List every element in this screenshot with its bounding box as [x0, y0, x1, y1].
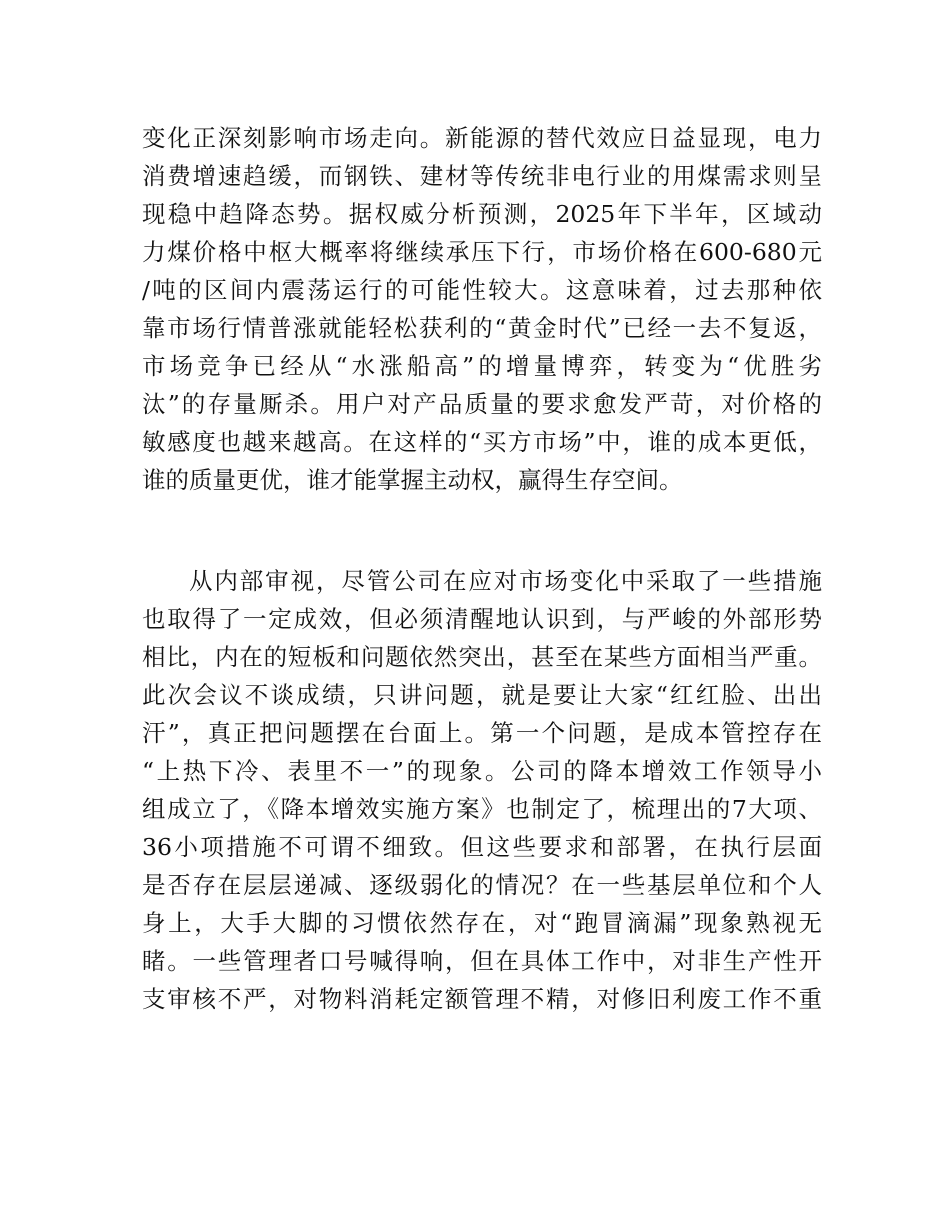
paragraph-line: /吨的区间内震荡运行的可能性较大。这意味着，过去那种依	[142, 276, 822, 304]
paragraph-line: 变化正深刻影响市场走向。新能源的替代效应日益显现，电力	[142, 124, 822, 152]
paragraph-line: 组成立了，《降本增效实施方案》也制定了，梳理出的7大项、	[142, 795, 822, 823]
paragraph-line: 敏感度也越来越高。在这样的“买方市场”中，谁的成本更低，	[142, 428, 822, 456]
paragraph-line: 汗”，真正把问题摆在台面上。第一个问题，是成本管控存在	[142, 719, 822, 747]
paragraph-line: “上热下冷、表里不一”的现象。公司的降本增效工作领导小	[142, 757, 822, 785]
paragraph-line: 谁的质量更优，谁才能掌握主动权，赢得生存空间。	[142, 466, 683, 494]
paragraph-market-outlook	[142, 119, 822, 499]
paragraph-line: 市场竞争已经从“水涨船高”的增量博弈，转变为“优胜劣	[142, 352, 822, 380]
paragraph-line: 也取得了一定成效，但必须清醒地认识到，与严峻的外部形势	[142, 605, 822, 633]
paragraph-line: 身上，大手大脚的习惯依然存在，对“跑冒滴漏”现象熟视无	[142, 909, 822, 937]
paragraph-line: 汰”的存量厮杀。用户对产品质量的要求愈发严苛，对价格的	[142, 390, 822, 418]
paragraph-line: 靠市场行情普涨就能轻松获利的“黄金时代”已经一去不复返，	[142, 314, 822, 342]
paragraph-line: 是否存在层层递减、逐级弱化的情况？在一些基层单位和个人	[142, 871, 822, 899]
paragraph-line: 睹。一些管理者口号喊得响，但在具体工作中，对非生产性开	[142, 947, 822, 975]
paragraph-line: 此次会议不谈成绩，只讲问题，就是要让大家“红红脸、出出	[142, 681, 822, 709]
paragraph-line: 支审核不严，对物料消耗定额管理不精，对修旧利废工作不重	[142, 985, 822, 1013]
paragraph-line: 36小项措施不可谓不细致。但这些要求和部署，在执行层面	[142, 833, 822, 861]
paragraph-line: 从内部审视，尽管公司在应对市场变化中采取了一些措施	[189, 567, 822, 595]
paragraph-line: 消费增速趋缓，而钢铁、建材等传统非电行业的用煤需求则呈	[142, 162, 822, 190]
paragraph-internal-review	[142, 562, 822, 1018]
paragraph-line: 力煤价格中枢大概率将继续承压下行，市场价格在600-680元	[142, 238, 822, 266]
paragraph-line: 相比，内在的短板和问题依然突出，甚至在某些方面相当严重。	[142, 643, 822, 671]
paragraph-line: 现稳中趋降态势。据权威分析预测，2025年下半年，区域动	[142, 200, 822, 228]
